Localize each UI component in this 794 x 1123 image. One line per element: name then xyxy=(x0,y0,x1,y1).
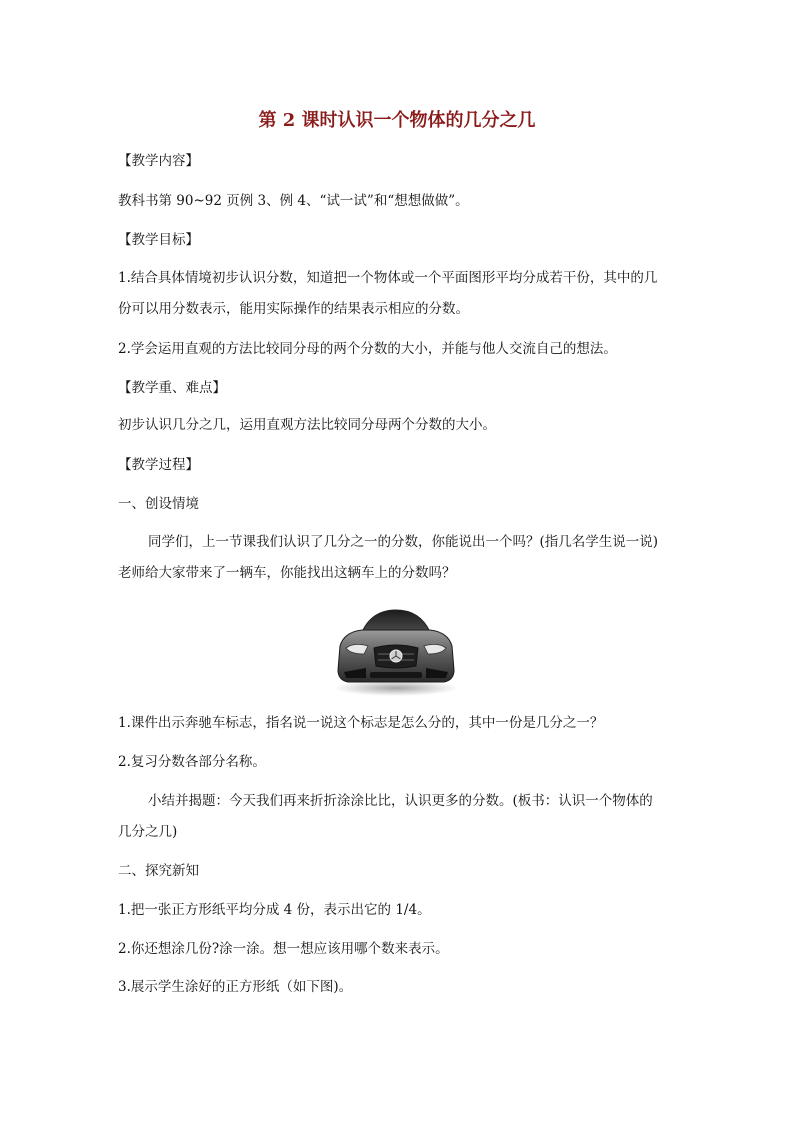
goal-2: 2.学会运用直观的方法比较同分母的两个分数的大小，并能与他人交流自己的想法。 xyxy=(118,341,617,357)
intro-line1: 同学们，上一节课我们认识了几分之一的分数，你能说出一个吗？(指几名学生说一说) xyxy=(148,534,659,550)
intro-line2: 老师给大家带来了一辆车，你能找出这辆车上的分数吗？ xyxy=(118,565,456,581)
car-image xyxy=(332,602,460,698)
step-1: 1.课件出示奔驰车标志，指名说一说这个标志是怎么分的，其中一份是几分之一？ xyxy=(118,715,604,731)
new-step-3: 3.展示学生涂好的正方形纸（如下图)。 xyxy=(118,979,353,995)
key-heading: 【教学重、难点】 xyxy=(118,380,226,396)
goal-1-line2: 份可以用分数表示，能用实际操作的结果表示相应的分数。 xyxy=(118,301,469,317)
new-step-2: 2.你还想涂几份?涂一涂。想一想应该用哪个数来表示。 xyxy=(118,941,449,957)
section-2-heading: 二、探究新知 xyxy=(118,863,199,879)
content-heading: 【教学内容】 xyxy=(118,153,199,169)
goals-heading: 【教学目标】 xyxy=(118,232,199,248)
page-title: 第 2 课时认识一个物体的几分之几 xyxy=(258,110,536,131)
goal-1-line1: 1.结合具体情境初步认识分数，知道把一个物体或一个平面图形平均分成若干份，其中的几 xyxy=(118,270,658,286)
summary-line2: 几分之几) xyxy=(118,824,178,840)
section-1-heading: 一、创设情境 xyxy=(118,496,199,512)
summary-line1: 小结并揭题：今天我们再来折折涂涂比比，认识更多的分数。(板书：认识一个物体的 xyxy=(148,793,653,809)
process-heading: 【教学过程】 xyxy=(118,457,199,473)
content-text: 教科书第 90~92 页例 3、例 4、“试一试”和“想想做做”。 xyxy=(118,193,469,209)
key-text: 初步认识几分之几，运用直观方法比较同分母两个分数的大小。 xyxy=(118,417,496,433)
new-step-1: 1.把一张正方形纸平均分成 4 份，表示出它的 1/4。 xyxy=(118,902,431,918)
step-2: 2.复习分数各部分名称。 xyxy=(118,754,266,770)
